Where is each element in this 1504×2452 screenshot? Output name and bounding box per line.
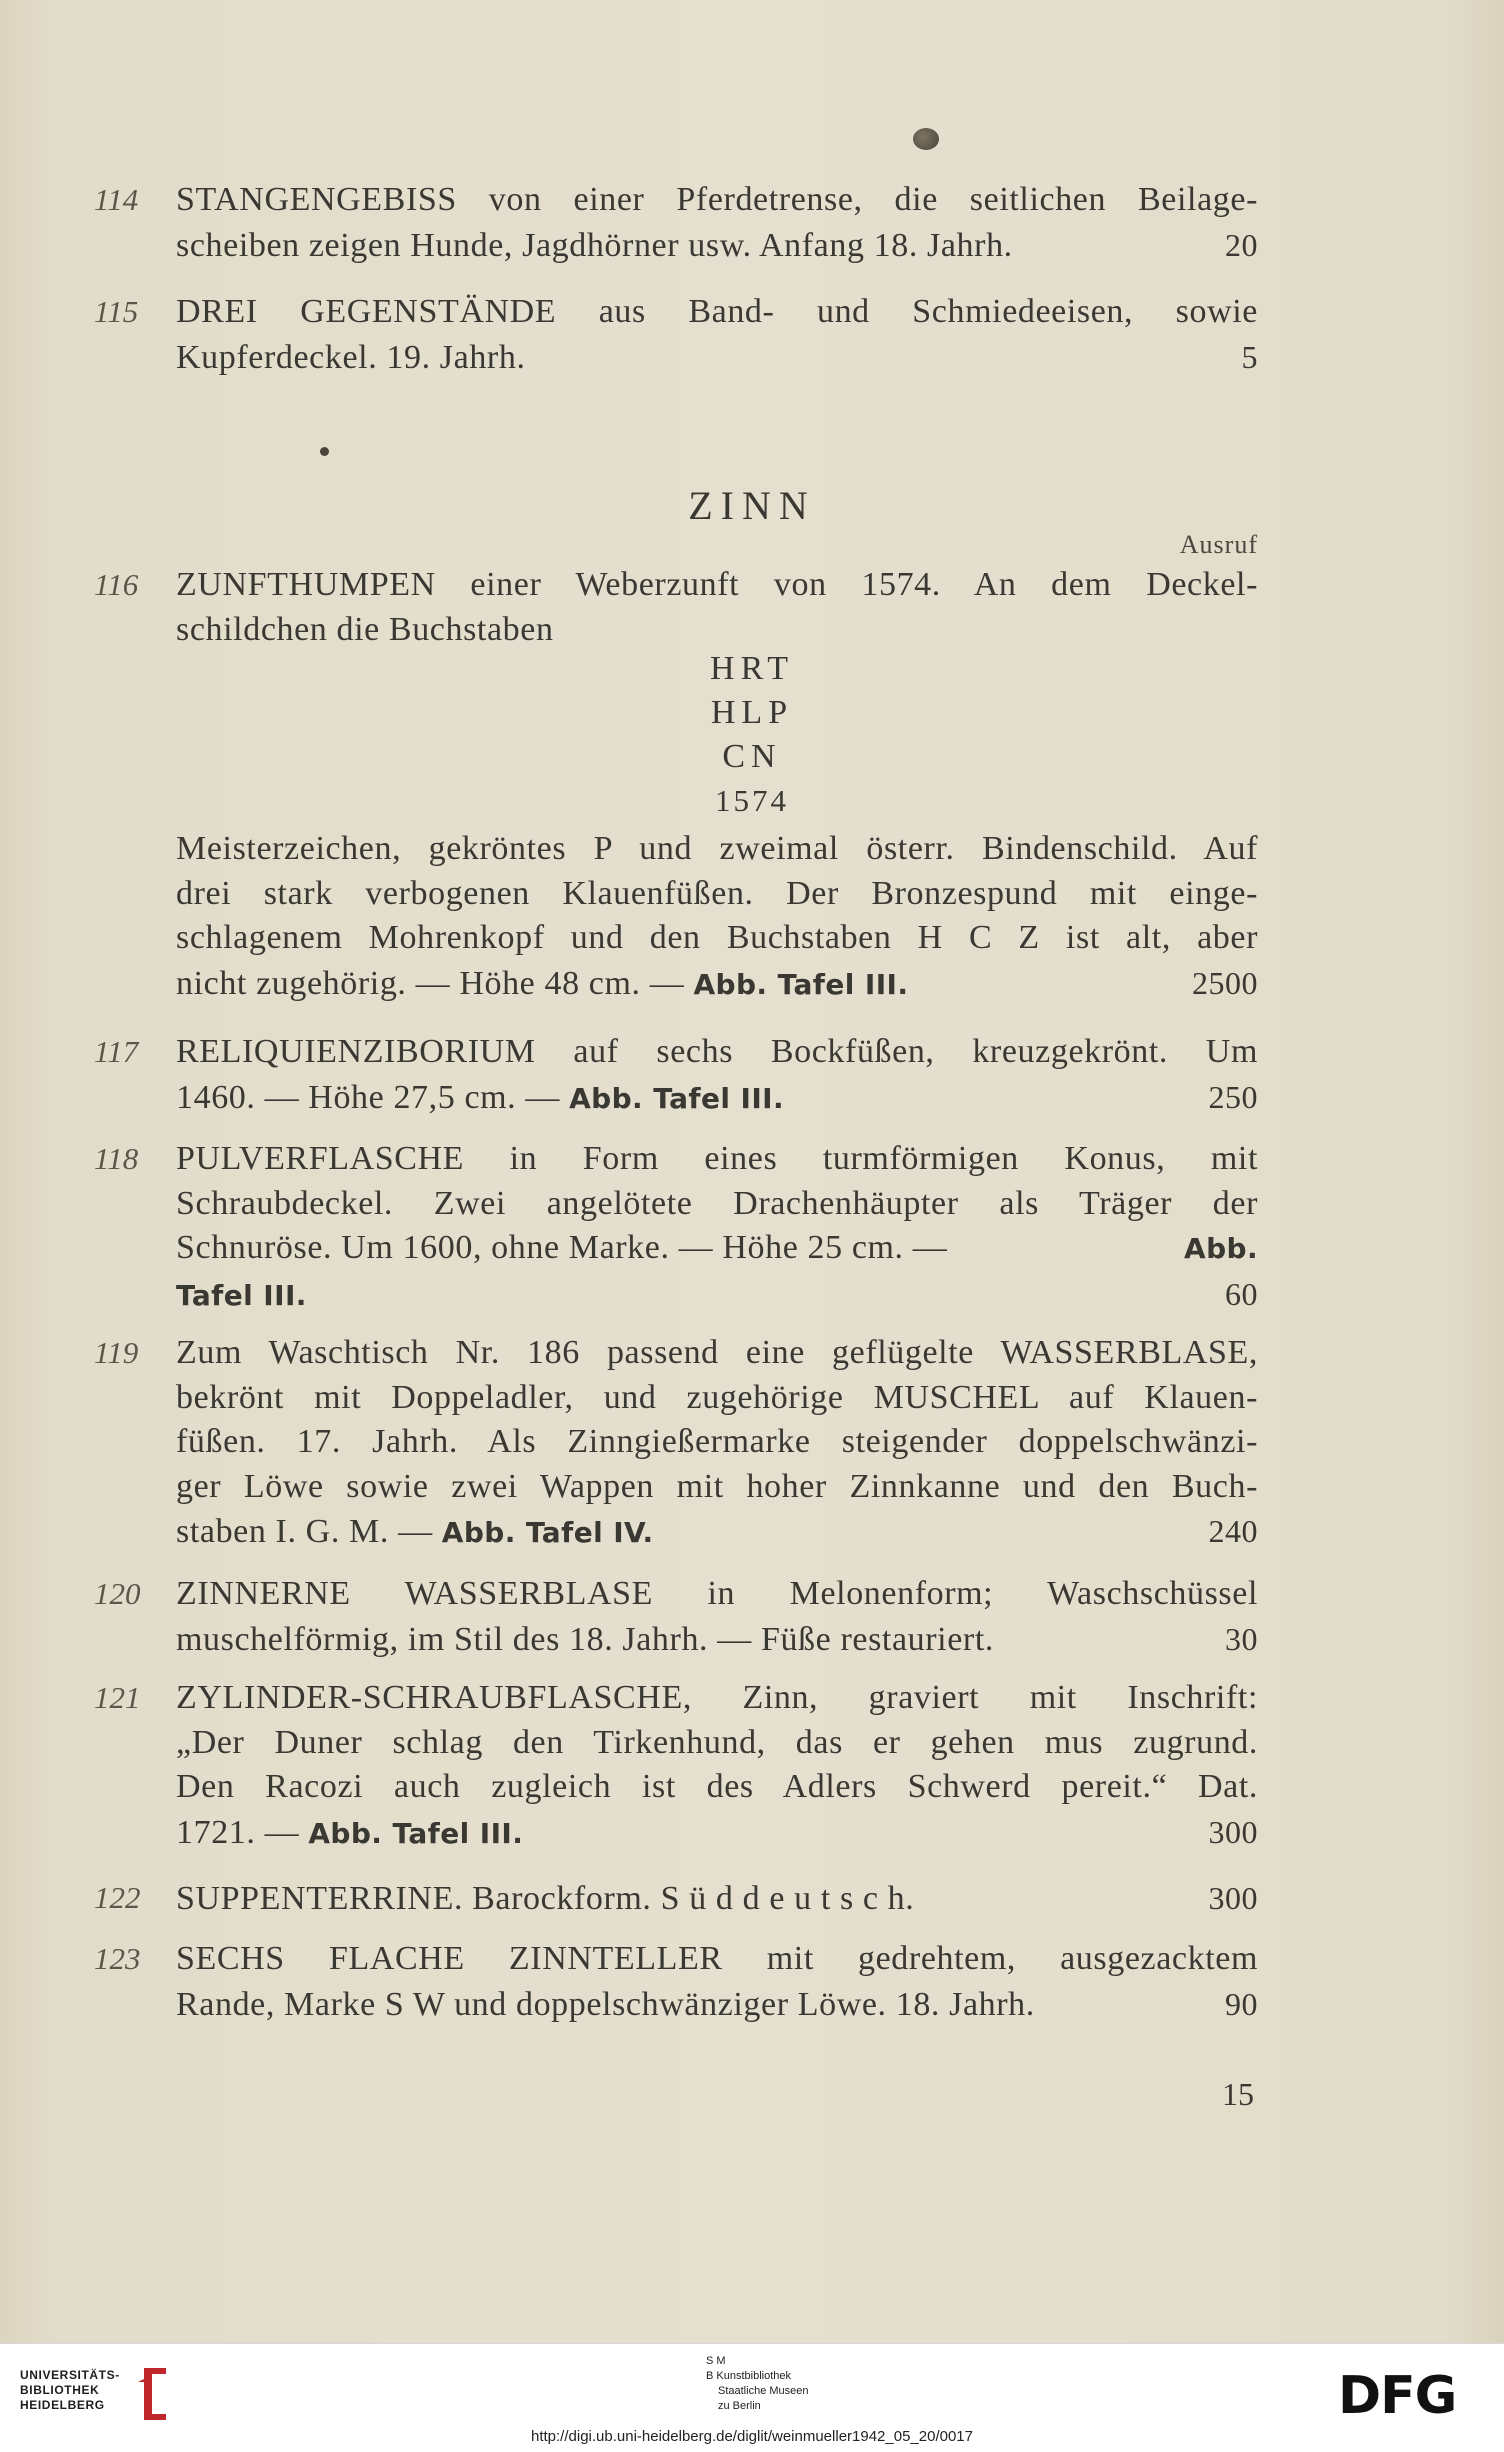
smb-library-logo[interactable] <box>706 2354 809 2414</box>
logo-text-line: BIBLIOTHEK <box>20 2383 100 2397</box>
text-fragment <box>176 962 908 1008</box>
text-fragment: nicht zugehörig. — Höhe 48 cm. — <box>176 964 685 1002</box>
text-fragment <box>176 1076 784 1122</box>
price: 60 <box>1225 1275 1258 1312</box>
text-fragment: SUPPENTERRINE. Barockform. S ü d d e u t s c h. <box>176 1880 915 1917</box>
text-line: SECHS FLACHE ZINNTELLER mit gedrehtem, ausgezacktem <box>176 1940 1258 1977</box>
master-mark-line: 1574 <box>715 783 789 818</box>
page-number: 15 <box>1222 2076 1254 2112</box>
lot-number: 121 <box>94 1680 141 1715</box>
ink-stamp-mark <box>913 128 939 150</box>
logo-text-line: Staatliche Museen <box>718 2385 809 2397</box>
text-line: Schraubdeckel. Zwei angelötete Drachenhäupter als Träger der <box>176 1184 1258 1222</box>
text-line <box>176 1810 1258 1857</box>
text-line: DREI GEGENSTÄNDE aus Band- und Schmiedeeisen, sowie <box>176 293 1258 330</box>
text-line: Meisterzeichen, gekröntes P und zweimal österr. Bindenschild. Auf <box>176 830 1258 867</box>
text-line <box>176 1075 1258 1122</box>
lot-description <box>176 1876 1258 1922</box>
text-line: schildchen die Buchstaben <box>176 610 554 648</box>
logo-text-line: S M <box>706 2355 726 2367</box>
text-line: füßen. 17. Jahrh. Als Zinngießermarke steigender doppelschwänzi- <box>176 1423 1258 1460</box>
lot-number: 123 <box>94 1941 141 1976</box>
lot-number: 118 <box>94 1141 139 1176</box>
text-fragment: Rande, Marke S W und doppelschwänziger Löwe. 18. Jahrh. <box>176 1985 1035 2023</box>
lot-description <box>176 178 1258 268</box>
text-line <box>176 1876 1258 1922</box>
plate-reference: Abb. Tafel III. <box>308 1816 524 1850</box>
digitization-footer <box>0 2343 1504 2452</box>
text-line <box>176 1226 1258 1272</box>
plate-reference: Tafel III. <box>176 1278 307 1312</box>
plate-reference: Abb. <box>1184 1232 1258 1265</box>
text-fragment: Schnuröse. Um 1600, ohne Marke. — Höhe 25 cm. — <box>176 1229 948 1266</box>
lot-number: 120 <box>94 1576 141 1611</box>
text-line: bekrönt mit Doppeladler, und zugehörige MUSCHEL auf Klauen- <box>176 1378 1258 1416</box>
text-line: PULVERFLASCHE in Form eines turmförmigen Konus, mit <box>176 1140 1258 1177</box>
lot-number: 117 <box>94 1034 139 1069</box>
text-line <box>176 1272 1258 1319</box>
text-fragment <box>176 1811 523 1857</box>
university-library-logo[interactable] <box>20 2368 120 2413</box>
text-fragment: Kupferdeckel. 19. Jahrh. <box>176 338 526 376</box>
text-line: ZINNERNE WASSERBLASE in Melonenform; Waschschüssel <box>176 1575 1258 1612</box>
lot-number: 115 <box>94 294 139 329</box>
text-line <box>176 961 1258 1008</box>
price: 20 <box>1225 226 1258 263</box>
lot-description <box>176 1030 1258 1121</box>
lot-number: 119 <box>94 1335 139 1370</box>
lot-description <box>176 1572 1258 1662</box>
university-emblem-icon <box>136 2362 176 2422</box>
text-fragment <box>176 1510 654 1556</box>
ink-dot <box>320 447 329 456</box>
lot-description <box>176 1676 1258 1856</box>
text-line: drei stark verbogenen Klauenfüßen. Der Bronzespund mit einge- <box>176 874 1258 912</box>
lot-description <box>176 290 1258 380</box>
logo-text-line: UNIVERSITÄTS- <box>20 2368 120 2382</box>
logo-text-line: HEIDELBERG <box>20 2398 105 2412</box>
section-title: ZINN <box>688 483 816 528</box>
plate-reference: Abb. Tafel III. <box>693 967 909 1001</box>
text-fragment: muschelförmig, im Stil des 18. Jahrh. — Füße restauriert. <box>176 1620 994 1658</box>
price: 2500 <box>1192 964 1258 1001</box>
master-mark-line: HRT <box>710 650 794 687</box>
text-fragment: scheiben zeigen Hunde, Jagdhörner usw. Anfang 18. Jahrh. <box>176 226 1013 264</box>
text-fragment: 1721. — <box>176 1813 300 1851</box>
price: 5 <box>1241 338 1258 375</box>
ausruf-label: Ausruf <box>1179 530 1258 559</box>
price: 240 <box>1208 1513 1258 1549</box>
text-line <box>176 1509 1258 1556</box>
dfg-logo[interactable]: DFG <box>1338 2366 1457 2426</box>
text-line: STANGENGEBISS von einer Pferdetrense, die seitlichen Beilage- <box>176 181 1258 218</box>
text-line <box>176 335 1258 381</box>
lot-number: 122 <box>94 1880 141 1915</box>
plate-reference: Abb. Tafel III. <box>569 1081 785 1115</box>
text-line: ger Löwe sowie zwei Wappen mit hoher Zinnkanne und den Buch- <box>176 1467 1258 1505</box>
text-line: Zum Waschtisch Nr. 186 passend eine geflügelte WASSERBLASE, <box>176 1334 1258 1371</box>
lot-description <box>176 827 1258 1007</box>
master-mark-line: CN <box>722 738 782 775</box>
price: 300 <box>1208 1813 1258 1850</box>
logo-text-line: B Kunstbibliothek <box>706 2370 791 2382</box>
text-fragment: 1460. — Höhe 27,5 cm. — <box>176 1078 560 1116</box>
price: 30 <box>1225 1620 1258 1657</box>
lot-description <box>176 1937 1258 2027</box>
price: 90 <box>1225 1985 1258 2022</box>
logo-text-line: zu Berlin <box>718 2400 761 2412</box>
lot-description <box>176 1137 1258 1318</box>
price: 300 <box>1208 1880 1258 1916</box>
plate-reference: Abb. Tafel IV. <box>441 1516 654 1549</box>
text-line <box>176 223 1258 269</box>
permalink-url[interactable]: http://digi.ub.uni-heidelberg.de/diglit/weinmueller1942_05_20/0017 <box>531 2428 973 2445</box>
master-mark-line: HLP <box>710 694 794 731</box>
text-line: „Der Duner schlag den Tirkenhund, das er gehen mus zugrund. <box>176 1723 1258 1761</box>
lot-number: 114 <box>94 182 139 217</box>
text-line: ZUNFTHUMPEN einer Weberzunft von 1574. An dem Deckel- <box>176 566 1258 603</box>
lot-number: 116 <box>94 567 139 602</box>
price: 250 <box>1208 1078 1258 1115</box>
text-line <box>176 1617 1258 1663</box>
text-line: Den Racozi auch zugleich ist des Adlers Schwerd pereit.“ Dat. <box>176 1768 1258 1805</box>
text-line: schlagenem Mohrenkopf und den Buchstaben H C Z ist alt, aber <box>176 919 1258 956</box>
text-fragment: staben I. G. M. — <box>176 1513 433 1550</box>
text-line: RELIQUIENZIBORIUM auf sechs Bockfüßen, kreuzgekrönt. Um <box>176 1033 1258 1070</box>
text-line <box>176 1982 1258 2028</box>
text-line: ZYLINDER-SCHRAUBFLASCHE, Zinn, graviert mit Inschrift: <box>176 1679 1258 1716</box>
lot-description <box>176 563 1258 652</box>
lot-description <box>176 1331 1258 1556</box>
